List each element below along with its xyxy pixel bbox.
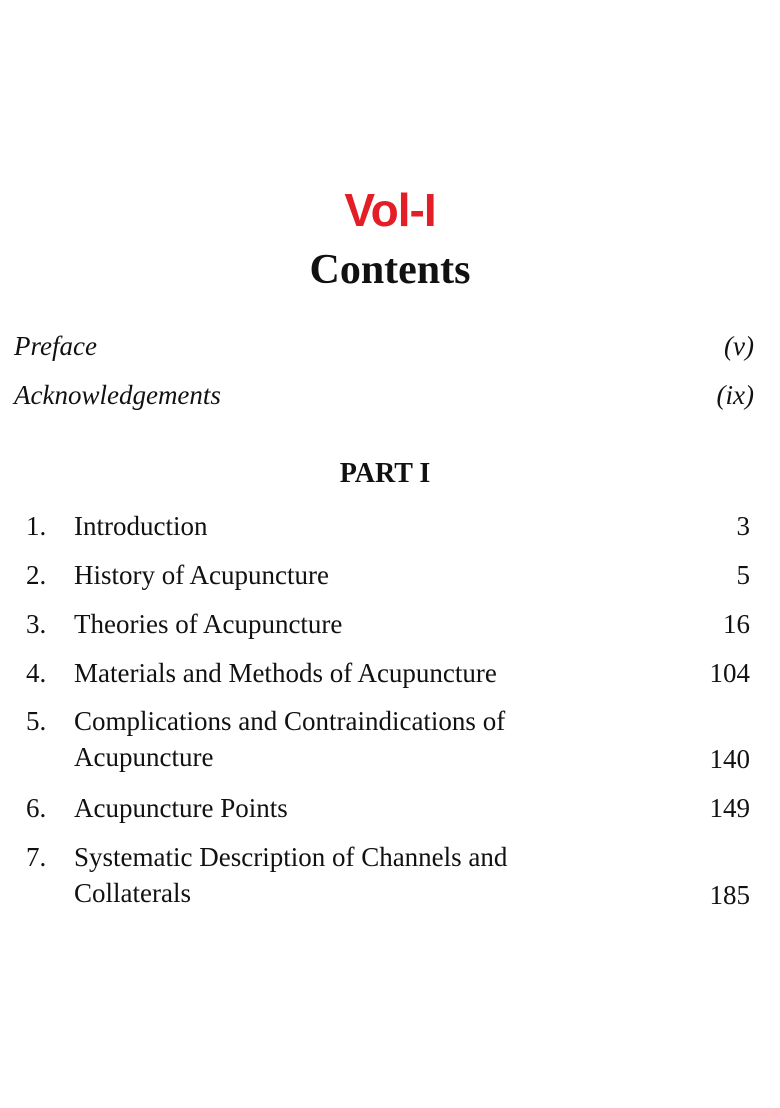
chapter-title: Systematic Description of Channels and Collaterals: [74, 842, 508, 908]
toc-entry: [26, 655, 750, 691]
front-matter-acknowledgements: [14, 377, 754, 413]
chapter-title: Theories of Acupuncture: [74, 609, 343, 639]
chapter-number: 2.: [26, 560, 47, 590]
chapter-title: History of Acupuncture: [74, 560, 329, 590]
chapter-title: Materials and Methods of Acupuncture: [74, 658, 497, 688]
chapter-number: 4.: [26, 658, 47, 688]
chapter-page: 185: [709, 880, 750, 910]
volume-title: Vol-I: [344, 184, 436, 236]
chapter-title: Complications and Contraindications of Acupuncture: [74, 706, 506, 772]
front-matter-preface: [14, 328, 754, 364]
chapter-number: 3.: [26, 609, 47, 639]
chapter-number: 1.: [26, 511, 47, 541]
front-matter-page: (ix): [716, 380, 754, 410]
front-matter-page: (v): [724, 331, 754, 361]
toc-entry: [26, 606, 750, 642]
front-matter-label: Acknowledgements: [14, 380, 221, 410]
front-matter-label: Preface: [14, 331, 97, 361]
toc-entry: [26, 703, 750, 777]
toc-entry: [26, 557, 750, 593]
part-heading: PART I: [339, 458, 431, 489]
chapter-page: 5: [736, 560, 750, 590]
toc-entry: [26, 508, 750, 544]
contents-heading: Contents: [309, 247, 471, 293]
chapter-number: 5.: [26, 706, 47, 736]
chapter-number: 7.: [26, 842, 47, 872]
chapter-number: 6.: [26, 793, 47, 823]
toc-entry: [26, 839, 750, 913]
chapter-page: 104: [709, 658, 750, 688]
chapter-page: 16: [723, 609, 750, 639]
chapter-page: 149: [709, 793, 750, 823]
chapter-title: Acupuncture Points: [74, 793, 288, 823]
chapter-title: Introduction: [74, 511, 208, 541]
toc-entry: [26, 790, 750, 826]
chapter-page: 3: [736, 511, 750, 541]
chapter-page: 140: [709, 744, 750, 774]
